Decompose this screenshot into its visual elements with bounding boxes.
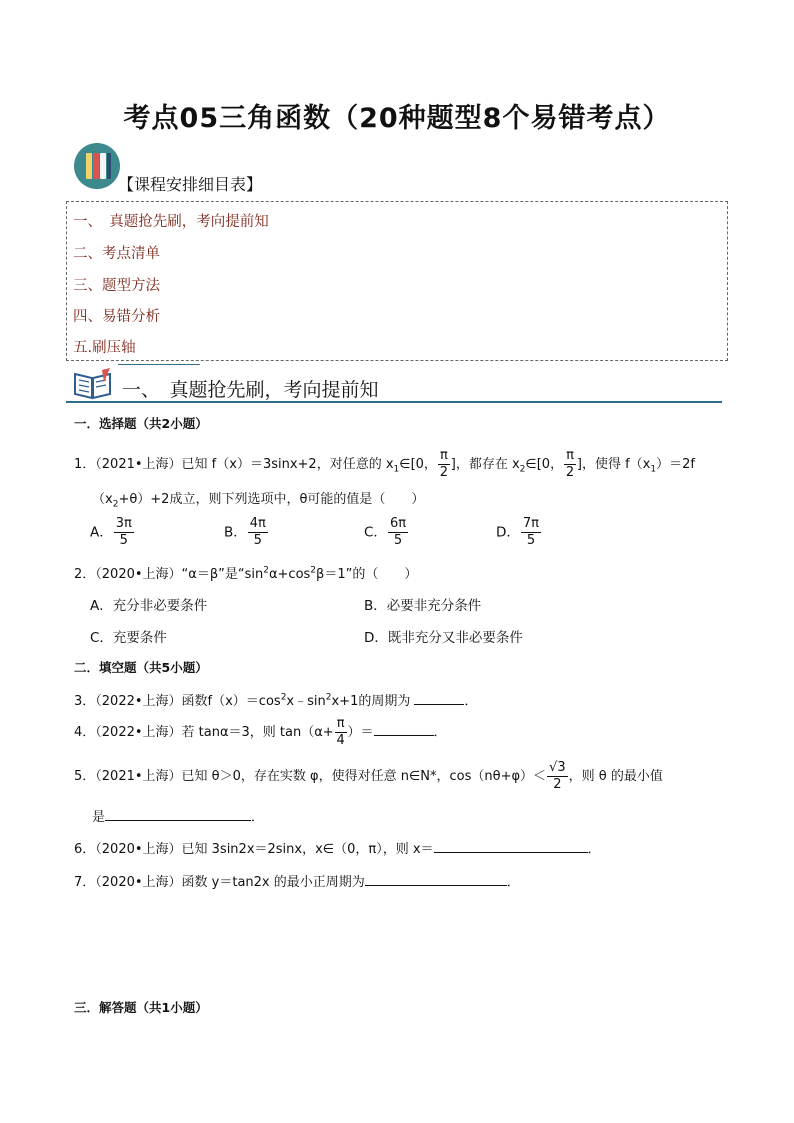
question-1-line2: $(x_2+\theta)+2$成立，则下列选项中，θ可能的值是（ ）	[92, 492, 425, 510]
section-title: 一、 真题抢先刷，考向提前知	[122, 379, 379, 401]
answer-blank[interactable]	[374, 723, 434, 736]
fraction: $\frac{\pi}{2}$	[565, 448, 575, 480]
toc-item-2[interactable]: 二、考点清单	[73, 246, 160, 262]
question-7: 7．（2020•上海）函数 y＝tan2x 的最小正周期为 ．	[74, 875, 520, 890]
q1-option-c[interactable]: C． $\frac{6\pi}{5}$	[364, 516, 407, 548]
q2-option-c[interactable]: C．充要条件	[90, 630, 167, 646]
question-5-line2: 是 ．	[92, 810, 265, 825]
toc-item-4[interactable]: 四、易错分析	[73, 309, 160, 325]
question-1: 1．（2021•上海）已知 f（x）＝3sinx+2，对任意的 $x_1\in[0$， $\frac{\pi}{2}$ ]，都存在 $x_2\in[0$， $\frac{\pi}{2}$ ]，使得 $f(x_1)=2f$	[74, 448, 695, 480]
question-5: 5．（2021•上海）已知 θ＞0，存在实数 φ，使得对任意 n∈N*，cos（nθ+φ）＜ $\frac{√3}{2}$ ，则 θ 的最小值	[74, 760, 663, 792]
q1-option-a[interactable]: A． $\frac{3\pi}{5}$	[90, 516, 132, 548]
q1-option-b[interactable]: B． $\frac{4\pi}{5}$	[224, 516, 266, 548]
q1-option-d[interactable]: D． $\frac{7\pi}{5}$	[496, 516, 540, 548]
q2-option-b[interactable]: B．必要非充分条件	[364, 598, 482, 614]
toc-box	[66, 201, 728, 361]
part2-heading: 二．填空题（共5小题）	[74, 660, 208, 675]
q2-option-a[interactable]: A．充分非必要条件	[90, 598, 208, 614]
answer-blank[interactable]	[414, 692, 464, 705]
toc-item-5[interactable]: 五.刷压轴	[73, 340, 136, 356]
books-logo-icon	[74, 143, 120, 189]
section-overline	[118, 364, 200, 365]
question-2: 2．（2020•上海）“α＝β”是“$\sin^2\alpha+\cos^2\beta=1$”的（ ）	[74, 565, 418, 582]
part3-heading: 三．解答题（共1小题）	[74, 1000, 208, 1015]
q2-option-d[interactable]: D．既非充分又非必要条件	[364, 630, 523, 646]
question-4: 4．（2022•上海）若 tanα＝3，则 tan（α+ $\frac{\pi}{4}$ ）＝ ．	[74, 716, 447, 748]
answer-blank[interactable]	[365, 873, 507, 886]
open-book-icon	[72, 368, 114, 404]
question-3: 3．（2022•上海）函数$f(x)=\cos^2x﹣\sin^2x+1$的周期为 ．	[74, 692, 478, 709]
answer-blank[interactable]	[434, 840, 588, 853]
page-title: 考点05三角函数（20种题型8个易错考点）	[123, 103, 671, 134]
question-6: 6．（2020•上海）已知 3sin2x＝2sinx，x∈（0，π），则 x＝ ．	[74, 842, 601, 857]
toc-item-1[interactable]: 一、 真题抢先刷，考向提前知	[73, 214, 269, 230]
fraction: $\frac{\pi}{2}$	[439, 448, 448, 480]
section-rule	[66, 401, 722, 403]
part1-heading: 一．选择题（共2小题）	[74, 416, 208, 431]
answer-blank[interactable]	[105, 808, 251, 821]
toc-heading: 【课程安排细目表】	[118, 175, 263, 194]
toc-item-3[interactable]: 三、题型方法	[73, 278, 160, 294]
